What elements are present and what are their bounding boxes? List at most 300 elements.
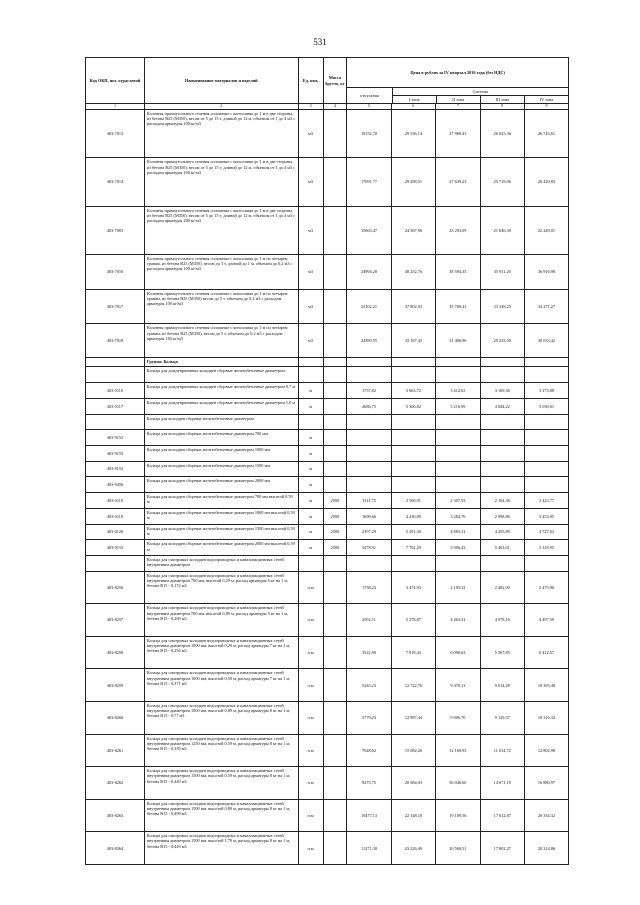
price-zone-2: 35 706,41	[436, 289, 480, 324]
price-base: 3522,90	[347, 636, 391, 669]
table-row	[86, 367, 569, 383]
item-name: Колонны прямоугольного сечения сплошные с консолями до 1 м в две стороны, из бетона В25 (М350), весом от 5 до 15 т, длиной до 12 м, объемом от 1 до 4 м3 с расходом арматуры 200 кг/м3	[144, 206, 298, 254]
item-code: 403-0119	[86, 508, 145, 524]
item-mass	[323, 669, 347, 702]
price-base: 24399,55	[347, 324, 391, 358]
item-mass	[323, 430, 347, 446]
header-subhead	[347, 88, 569, 104]
item-mass	[323, 383, 347, 399]
price-zone-3	[480, 414, 524, 430]
item-mass	[323, 604, 347, 637]
price-zone-1: 29 536,14	[391, 110, 435, 158]
price-zone-2	[436, 367, 480, 383]
item-name: Колонны прямоугольного сечения сплошные с консолями до 1 м в две стороны, из бетона В25 (М350), весом от 5 до 15 т, длиной до 12 м, объемом от 1 до 4 м3 с расходом арматуры 100 кг/м3	[144, 110, 298, 158]
header-name: Наименование материалов и изделий	[144, 58, 298, 104]
price-table-container	[85, 57, 569, 865]
price-zone-3	[480, 358, 524, 367]
item-mass	[323, 734, 347, 767]
price-zone-1: 2 560,91	[391, 493, 435, 509]
price-base: 1757,82	[347, 383, 391, 399]
price-zone-3: 29 223,50	[480, 324, 524, 358]
price-zone-1: 12 722,76	[391, 669, 435, 702]
price-zone-4	[524, 556, 568, 572]
table-row	[86, 414, 569, 430]
table-row	[86, 524, 569, 540]
item-mass: 2500	[323, 508, 347, 524]
price-zone-4: 2 475,96	[524, 571, 568, 604]
item-code	[86, 556, 145, 572]
header-zone-2: II зона	[436, 96, 480, 103]
price-zone-1: 24 567,96	[391, 206, 435, 254]
item-mass	[323, 636, 347, 669]
price-zone-1: 37 802,93	[391, 289, 435, 324]
price-zone-1	[391, 445, 435, 461]
price-zone-4	[524, 477, 568, 493]
item-unit: п.м	[298, 636, 323, 669]
table-row	[86, 477, 569, 493]
item-name: Кольца для колодцев сборные железобетонные диаметром	[144, 414, 298, 430]
item-unit: м	[298, 540, 323, 556]
item-name: Кольца для смотровых колодцев водопроводных и канализационных сетей внутренним диаметром 700 мм, высотой 0,89 м, расход арматуры 5 кг на 1 м, бетона В15 - 0,269 м3	[144, 604, 298, 637]
item-unit: м3	[298, 158, 323, 206]
price-zone-1: 33 167,43	[391, 324, 435, 358]
price-base: 17691,77	[347, 158, 391, 206]
item-mass	[323, 324, 347, 358]
price-zone-4	[524, 430, 568, 446]
header-mass: Масса брутто, кг	[323, 58, 347, 104]
price-zone-2	[436, 358, 480, 367]
price-zone-4: 3 453,95	[524, 508, 568, 524]
price-zone-4: 4 727,63	[524, 524, 568, 540]
price-zone-3: 2 104,38	[480, 493, 524, 509]
price-zone-2	[436, 445, 480, 461]
price-zone-2	[436, 556, 480, 572]
item-code: 403-7014	[86, 158, 145, 206]
table-row	[86, 445, 569, 461]
price-zone-1: 15 082,26	[391, 734, 435, 767]
table-row	[86, 206, 569, 254]
table-row	[86, 701, 569, 734]
price-zone-2: 4 883,31	[436, 524, 480, 540]
header-zone-3: III зона	[480, 96, 524, 103]
header-price-title: Цена в рублях за IV квартал 2016 года (без НДС)	[347, 58, 569, 88]
price-zone-1: 5 278,87	[391, 604, 435, 637]
price-zone-2	[436, 461, 480, 477]
table-row	[86, 358, 569, 367]
item-mass	[323, 767, 347, 800]
price-zone-1: 22 148,10	[391, 799, 435, 832]
price-zone-4: 10 316,32	[524, 701, 568, 734]
item-unit: м	[298, 524, 323, 540]
column-index: 3	[298, 104, 323, 110]
item-mass	[323, 832, 347, 865]
item-unit: м	[298, 398, 323, 414]
item-mass	[323, 571, 347, 604]
price-zone-3: 9 014,28	[480, 669, 524, 702]
price-zone-4: 30 033,42	[524, 324, 568, 358]
price-base: 10477,13	[347, 799, 391, 832]
item-code: 403-0110	[86, 383, 145, 399]
item-name: Кольца для смотровых колодцев водопроводных и канализационных сетей внутренним диаметром 1500 мм, высотой 0,89 м, расход арматуры 8 кг на 1 м, бетона В15 - 0,499 м3	[144, 799, 298, 832]
price-base	[347, 477, 391, 493]
page-number: 531	[313, 37, 327, 47]
header-zone-title: Система	[393, 88, 568, 96]
item-mass	[323, 414, 347, 430]
price-zone-3	[480, 367, 524, 383]
price-zone-2	[436, 414, 480, 430]
item-unit: м	[298, 445, 323, 461]
table-row	[86, 636, 569, 669]
column-index: 5	[347, 104, 391, 110]
price-zone-3: 9 129,37	[480, 701, 524, 734]
price-zone-3: 33 348,25	[480, 289, 524, 324]
price-zone-2: 3 412,63	[436, 383, 480, 399]
price-zone-1	[391, 358, 435, 367]
price-base	[347, 358, 391, 367]
item-mass	[323, 158, 347, 206]
price-zone-3: 2 998,86	[480, 508, 524, 524]
item-name: Кольца для дождеприемных колодцев сборные железобетонные диаметром 1,0 м	[144, 398, 298, 414]
price-zone-3	[480, 477, 524, 493]
price-base: 9275,75	[347, 767, 391, 800]
price-zone-4	[524, 414, 568, 430]
column-index: 8	[480, 104, 524, 110]
item-name: Кольца для смотровых колодцев водопроводных и канализационных сетей внутренним диаметром 1250 мм, высотой 0,59 м, расход арматуры 8 кг на 1 м, бетона В15 - 0,339 м3	[144, 734, 298, 767]
price-base: 23102,21	[347, 289, 391, 324]
item-code: 403-0118	[86, 493, 145, 509]
item-mass	[323, 367, 347, 383]
item-name: Кольца для дождеприемных колодцев сборные железобетонные диаметром	[144, 367, 298, 383]
price-zone-1: 7 819,43	[391, 636, 435, 669]
price-zone-4: 26 420,83	[524, 158, 568, 206]
header-code: Код ОКП, поз. отраслевой	[86, 58, 145, 104]
column-index: 9	[524, 104, 568, 110]
price-zone-2: 9 470,11	[436, 669, 480, 702]
price-zone-4: 2 423,77	[524, 493, 568, 509]
table-row	[86, 430, 569, 446]
item-name: Группа: Кольца	[144, 358, 298, 367]
price-zone-3: 17 612,87	[480, 799, 524, 832]
header-zone-1: I зона	[408, 96, 420, 102]
price-base: 5245,23	[347, 669, 391, 702]
item-name: Колонны прямоугольного сечения сплошные с консолями до 1 м по четырем граням, из бетона В25 (М350) весом до 5 т, объемом до 0,2 м3 с расходом арматуры 100 кг/м3	[144, 289, 298, 324]
table-row	[86, 289, 569, 324]
table-row	[86, 508, 569, 524]
price-zone-1: 20 084,03	[391, 767, 435, 800]
item-code: 403-8260	[86, 701, 145, 734]
price-zone-3: 2 482,00	[480, 571, 524, 604]
item-code: 403-8256	[86, 571, 145, 604]
item-code: 403-8263	[86, 799, 145, 832]
price-zone-4	[524, 367, 568, 383]
item-name: Кольца для колодцев сборные железобетонные диаметром 700 мм	[144, 430, 298, 446]
price-base	[347, 445, 391, 461]
table-row	[86, 461, 569, 477]
item-name: Колонны прямоугольного сечения сплошные с консолями до 1 м по четырем граням, из бетона В25 (М350), весом до 5 т, объемом до 0,2 м3 с расходом арматуры 160 кг/м3	[144, 324, 298, 358]
price-zone-4	[524, 358, 568, 367]
price-base: 18152,70	[347, 110, 391, 158]
price-base	[347, 367, 391, 383]
price-zone-4: 4 497,59	[524, 604, 568, 637]
price-zone-2: 23 293,09	[436, 206, 480, 254]
column-index: 6	[391, 104, 435, 110]
price-zone-4: 20 314,86	[524, 832, 568, 865]
item-code: 403-8261	[86, 734, 145, 767]
item-code	[86, 414, 145, 430]
item-unit: п.м	[298, 734, 323, 767]
price-zone-3: 4 078,16	[480, 604, 524, 637]
price-zone-1: 40 252,76	[391, 254, 435, 289]
price-zone-2: 5 216,99	[436, 398, 480, 414]
item-unit	[298, 414, 323, 430]
item-code: 403-7016	[86, 254, 145, 289]
table-row	[86, 669, 569, 702]
item-unit: м	[298, 477, 323, 493]
price-zone-3: 14 671,10	[480, 767, 524, 800]
item-name: Кольца для колодцев сборные железобетонные диаметром 2000 мм	[144, 477, 298, 493]
price-zone-2: 6 090,63	[436, 636, 480, 669]
header-unit: Ед. изм.	[298, 58, 323, 104]
item-name: Кольца для смотровых колодцев водопроводных и канализационных сетей внутренним диаметром	[144, 556, 298, 572]
price-zone-2: 38 594,35	[436, 254, 480, 289]
item-code: 403-7003	[86, 206, 145, 254]
price-zone-1	[391, 461, 435, 477]
item-code: 403-8257	[86, 604, 145, 637]
item-name: Кольца для смотровых колодцев водопроводных и канализационных сетей внутренним диаметром 1500 мм, высотой 0,59 м, расход арматуры 8 кг на 1 м, бетона В15 - 0,449 м3	[144, 767, 298, 800]
price-zone-3: 4 455,89	[480, 524, 524, 540]
price-zone-3	[480, 430, 524, 446]
price-zone-2: 12 169,93	[436, 734, 480, 767]
table-row	[86, 604, 569, 637]
table-header	[86, 58, 569, 110]
item-mass	[323, 556, 347, 572]
item-code	[86, 367, 145, 383]
table-row	[86, 734, 569, 767]
item-unit: п.м	[298, 701, 323, 734]
item-unit: м	[298, 493, 323, 509]
item-unit	[298, 367, 323, 383]
table-row	[86, 493, 569, 509]
price-base: 11271,30	[347, 832, 391, 865]
item-code: 403-9456	[86, 477, 145, 493]
item-code: 403-8264	[86, 832, 145, 865]
price-zone-4: 10 393,48	[524, 669, 568, 702]
item-unit: м3	[298, 110, 323, 158]
price-zone-2	[436, 430, 480, 446]
price-zone-4: 20 334,32	[524, 799, 568, 832]
table-row	[86, 767, 569, 800]
item-mass	[323, 701, 347, 734]
price-zone-2: 16 046,60	[436, 767, 480, 800]
price-zone-3: 5 463,61	[480, 540, 524, 556]
item-name: Кольца для смотровых колодцев водопроводных и канализационных сетей внутренним диаметром 1500 мм, высотой 1,79 м, расход арматуры 8 кг на 1 м, бетона В15 - 0,449 м3	[144, 832, 298, 865]
item-mass	[323, 461, 347, 477]
price-zone-1	[391, 367, 435, 383]
item-name: Кольца для смотровых колодцев водопроводных и канализационных сетей внутренним диаметром 1000 мм, высотой 0,89 м, расход арматуры 8 кг на 1 м, бетона В15 - 0,77 м3	[144, 701, 298, 734]
column-index: 4	[323, 104, 347, 110]
price-base: 1311,75	[347, 493, 391, 509]
item-mass	[323, 254, 347, 289]
item-name: Кольца для смотровых колодцев водопроводных и канализационных сетей внутренним диаметром 1000 мм, высотой 0,59 м, расход арматуры 7 кг на 1 м, бетона В15 - 0,371 м3	[144, 669, 298, 702]
price-zone-2: 2 307,93	[436, 493, 480, 509]
price-zone-1: 5 306,82	[391, 398, 435, 414]
item-code: 403-9155	[86, 445, 145, 461]
price-zone-3: 4 844,22	[480, 398, 524, 414]
price-zone-4: 36 916,98	[524, 254, 568, 289]
price-zone-4	[524, 461, 568, 477]
price-zone-4: 5 030,01	[524, 398, 568, 414]
item-code: 403-8258	[86, 636, 145, 669]
price-base	[347, 556, 391, 572]
item-mass	[323, 799, 347, 832]
price-zone-4: 6 412,57	[524, 636, 568, 669]
item-unit: п.м	[298, 799, 323, 832]
price-zone-1: 12 987,44	[391, 701, 435, 734]
item-code: 403-9152	[86, 430, 145, 446]
item-name: Кольца для колодцев сборные железобетонные диаметром 1000 мм	[144, 445, 298, 461]
table-row	[86, 556, 569, 572]
column-index: 1	[86, 104, 145, 110]
item-mass	[323, 289, 347, 324]
item-code: 403-8259	[86, 669, 145, 702]
price-zone-3: 11 014,72	[480, 734, 524, 767]
price-base	[347, 461, 391, 477]
price-zone-4: 34 271,27	[524, 289, 568, 324]
item-unit: п.м	[298, 832, 323, 865]
item-unit: м	[298, 430, 323, 446]
price-base: 5779,23	[347, 701, 391, 734]
item-unit: п.м	[298, 604, 323, 637]
item-unit: м	[298, 461, 323, 477]
price-zone-2: 5 906,43	[436, 540, 480, 556]
price-base: 2686,75	[347, 398, 391, 414]
price-zone-2: 2 195,52	[436, 571, 480, 604]
price-zone-1	[391, 414, 435, 430]
item-mass	[323, 358, 347, 367]
table-row	[86, 383, 569, 399]
table-row	[86, 799, 569, 832]
price-zone-1: 29 288,51	[391, 158, 435, 206]
price-zone-1: 5 291,30	[391, 524, 435, 540]
price-zone-2: 19 109,56	[436, 799, 480, 832]
price-zone-3: 35 911,20	[480, 254, 524, 289]
price-zone-3: 17 802,27	[480, 832, 524, 865]
item-mass	[323, 477, 347, 493]
price-base: 24994,20	[347, 254, 391, 289]
item-name: Кольца для дождеприемных колодцев сборные железобетонные диаметром 0,7 м	[144, 383, 298, 399]
price-zone-2: 31 406,96	[436, 324, 480, 358]
price-zone-4: 12 802,98	[524, 734, 568, 767]
item-name: Колонны прямоугольного сечения сплошные с консолями до 1 м по четырем граням, из бетона В25 (М350), весом до 5 т, длиной до 1 м, объемом до 0,2 м3 с расходом арматуры 100 кг/м3	[144, 254, 298, 289]
price-zone-3: 3 169,36	[480, 383, 524, 399]
item-mass: 2500	[323, 493, 347, 509]
price-base: 1758,23	[347, 571, 391, 604]
price-zone-2	[436, 477, 480, 493]
price-base	[347, 414, 391, 430]
table-row	[86, 254, 569, 289]
price-zone-1	[391, 477, 435, 493]
table-row	[86, 398, 569, 414]
item-code: 403-9153	[86, 461, 145, 477]
item-unit	[298, 556, 323, 572]
table-row	[86, 110, 569, 158]
item-mass	[323, 206, 347, 254]
price-zone-2: 9 906,70	[436, 701, 480, 734]
price-table	[85, 57, 569, 865]
item-name: Кольца для колодцев сборные железобетонные диаметром 1500 мм высотой 0,59 м	[144, 524, 298, 540]
price-base: 15063,47	[347, 206, 391, 254]
item-unit: м3	[298, 289, 323, 324]
price-zone-3	[480, 445, 524, 461]
table-row	[86, 832, 569, 865]
price-base: 2592,11	[347, 604, 391, 637]
item-name: Кольца для колодцев сборные железобетонные диаметром 2000 мм высотой 0,59 м	[144, 540, 298, 556]
item-unit: м3	[298, 254, 323, 289]
item-code: 403-8262	[86, 767, 145, 800]
item-name: Колонны прямоугольного сечения сплошные с консолями до 1 м в две стороны, из бетона В25 (М350), весом от 5 до 15 т, длиной до 12 м, объемом от 1 до 4 м3 с расходом арматуры 160 кг/м3	[144, 158, 298, 206]
price-zone-3: 21 646,30	[480, 206, 524, 254]
table-row	[86, 571, 569, 604]
item-name: Кольца для смотровых колодцев водопроводных и канализационных сетей внутренним диаметром 700 мм, высотой 0,29 м, расход арматуры 6 кг на 1 м, бетона В15 - 0,172 м3	[144, 571, 298, 604]
price-zone-3: 5 567,85	[480, 636, 524, 669]
price-zone-4: 16 880,97	[524, 767, 568, 800]
price-base	[347, 430, 391, 446]
price-zone-3	[480, 461, 524, 477]
item-mass	[323, 398, 347, 414]
price-zone-3: 26 023,36	[480, 110, 524, 158]
table-row	[86, 540, 569, 556]
item-unit: п.м	[298, 571, 323, 604]
price-zone-4: 26 743,61	[524, 110, 568, 158]
table-body	[86, 110, 569, 865]
item-unit: п.м	[298, 767, 323, 800]
price-zone-1: 3 663,72	[391, 383, 435, 399]
item-unit: м	[298, 383, 323, 399]
item-code: 403-0120	[86, 524, 145, 540]
price-zone-1: 4 230,09	[391, 508, 435, 524]
item-mass	[323, 110, 347, 158]
item-mass	[323, 445, 347, 461]
table-row	[86, 324, 569, 358]
price-base: 2397,29	[347, 524, 391, 540]
item-name: Кольца для колодцев сборные железобетонные диаметром 700 мм высотой 0,59 м	[144, 493, 298, 509]
header-base: отпускная	[360, 92, 379, 98]
item-unit: п.м	[298, 669, 323, 702]
item-code: 403-7013	[86, 110, 145, 158]
item-code	[86, 358, 145, 367]
price-zone-3: 25 718,06	[480, 158, 524, 206]
item-name: Кольца для смотровых колодцев водопроводных и канализационных сетей внутренним диаметром 1000 мм, высотой 0,29 м, расход арматуры 7 кг на 1 м, бетона В15 - 0,256 м3	[144, 636, 298, 669]
price-zone-3	[480, 556, 524, 572]
price-zone-1	[391, 556, 435, 572]
price-base: 1690,66	[347, 508, 391, 524]
column-index: 7	[436, 104, 480, 110]
price-zone-2: 27 639,23	[436, 158, 480, 206]
item-name: Кольца для колодцев сборные железобетонные диаметром 1000 мм высотой 0,59 м	[144, 508, 298, 524]
item-unit	[298, 358, 323, 367]
price-zone-2: 20 569,51	[436, 832, 480, 865]
price-base: 3478,91	[347, 540, 391, 556]
header-zone-4: IV зона	[524, 96, 568, 103]
price-zone-4: 5 318,95	[524, 540, 568, 556]
item-code: 403-0117	[86, 398, 145, 414]
item-mass: 2500	[323, 540, 347, 556]
item-name: Кольца для колодцев сборные железобетонные диаметром 1500 мм	[144, 461, 298, 477]
price-zone-1	[391, 430, 435, 446]
price-zone-1: 23 226,49	[391, 832, 435, 865]
item-code: 403-0155	[86, 540, 145, 556]
price-zone-1: 7 702,29	[391, 540, 435, 556]
